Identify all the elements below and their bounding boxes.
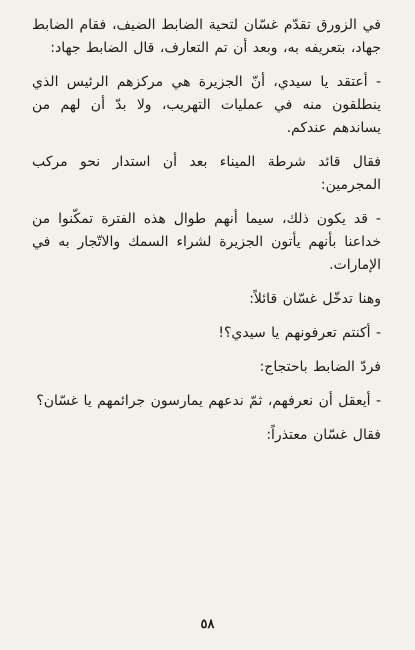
paragraph-dialogue-jihad: - أعتقد يا سيدي، أنّ الجزيرة هي مركزهم الرئيس الذي ينطلقون منه في عمليات التهريب، ولا بدّ أن لهم من يساندهم عندكم. — [32, 74, 381, 136]
paragraph-narration-ghassan: وهنا تدخّل غسّان قائلاً: — [249, 291, 381, 307]
paragraph-narration-officer-reply: فردّ الضابط باحتجاج: — [259, 359, 381, 375]
page-number: ٥٨ — [200, 616, 215, 631]
paragraph-dialogue-ghassan-question: - أكنتم تعرفونهم يا سيدي؟! — [218, 325, 381, 341]
paragraph-dialogue-port-chief: - قد يكون ذلك، سيما أنهم طوال هذه الفترة تمكّنوا من خداعنا بأنهم يأتون الجزيرة لشراء السمك والاتّجار به في الإمارات. — [32, 211, 381, 273]
page-body-text — [32, 14, 381, 447]
paragraph-narration-intro: في الزورق تقدّم غسّان لتحية الضابط الضيف، فقام الضابط جهاد، بتعريفه به، وبعد أن تم التعارف، قال الضابط جهاد: — [32, 17, 381, 56]
paragraph-narration-ghassan-apology: فقال غسّان معتذراً: — [266, 427, 381, 443]
paragraph-narration-port-chief: فقال قائد شرطة الميناء بعد أن استدار نحو مركب المجرمين: — [32, 154, 381, 193]
paragraph-dialogue-officer: - أيعقل أن نعرفهم، ثمّ ندعهم يمارسون جرائمهم يا غسّان؟ — [36, 393, 381, 409]
